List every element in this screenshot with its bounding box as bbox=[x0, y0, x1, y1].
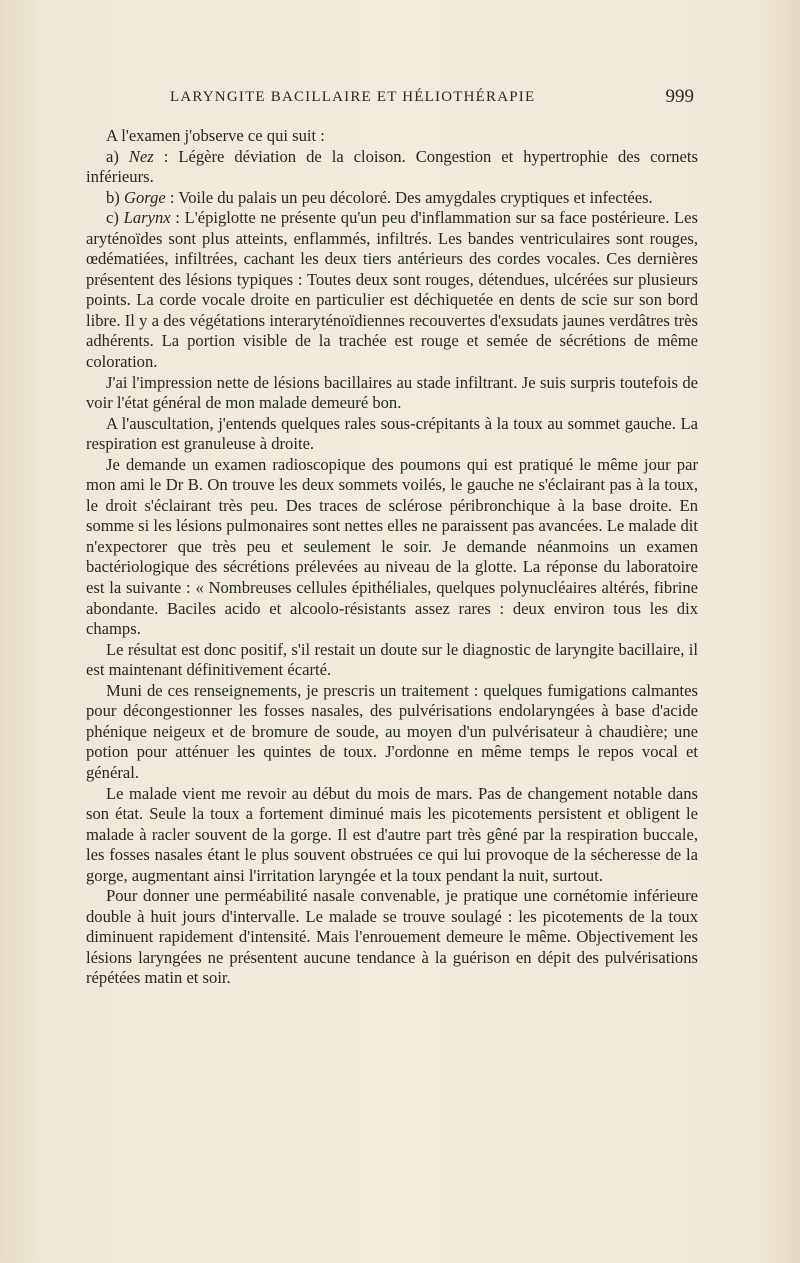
paragraph: a) Nez : Légère déviation de la cloison. Congestion et hypertrophie des cornets inférieurs. bbox=[86, 146, 698, 187]
paragraph: J'ai l'impression nette de lésions bacillaires au stade infiltrant. Je suis surpris toutefois de voir l'état général de mon malade demeuré bon. bbox=[86, 372, 698, 413]
paragraph: A l'examen j'observe ce qui suit : bbox=[106, 126, 325, 145]
paragraph: b) Gorge : Voile du palais un peu décoloré. Des amygdales cryptiques et infectées. bbox=[106, 187, 653, 207]
page-number: 999 bbox=[665, 86, 694, 107]
page-header bbox=[88, 86, 694, 108]
paragraph: Je demande un examen radioscopique des poumons qui est pratiqué le même jour par mon ami le Dr B. On trouve les deux sommets voilés, le gauche ne s'éclairant pas à la toux, le droit s'éclairant très peu. Des traces de sclérose péribronchique à la base droite. En somme si les lésions pulmonaires sont nettes elles ne paraissent pas avancées. Le malade dit n'expectorer que très peu et seulement le soir. Je demande néanmoins un examen bactériologique des sécrétions prélevées au niveau de la glotte. La réponse du laboratoire est la suivante : « Nombreuses cellules épithéliales, quelques polynucléaires altérés, fibrine abondante. Baciles acido et alcoolo-résistants assez rares : deux environ tous les dix champs. bbox=[86, 454, 698, 639]
running-title: LARYNGITE BACILLAIRE ET HÉLIOTHÉRAPIE bbox=[170, 89, 536, 105]
body-text bbox=[86, 126, 698, 989]
paragraph: A l'auscultation, j'entends quelques rales sous-crépitants à la toux au sommet gauche. La respiration est granuleuse à droite. bbox=[86, 413, 698, 454]
paragraph: Pour donner une perméabilité nasale convenable, je pratique une cornétomie inférieure double à huit jours d'intervalle. Le malade se trouve soulagé : les picotements de la toux diminuent rapidement d'intensité. Mais l'enrouement demeure le même. Objectivement les lésions laryngées ne présentent aucune tendance à la guérison en dépit des pulvérisations répétées matin et soir. bbox=[86, 886, 698, 988]
paragraph: Muni de ces renseignements, je prescris un traitement : quelques fumigations calmantes pour décongestionner les fosses nasales, des pulvérisations endolaryngées à base d'acide phénique neigeux et de bromure de soude, au moyen d'un pulvérisateur à chaudière; une potion pour atténuer les quintes de toux. J'ordonne en même temps le repos vocal et général. bbox=[86, 680, 698, 782]
paragraph: Le malade vient me revoir au début du mois de mars. Pas de changement notable dans son état. Seule la toux a fortement diminué mais les picotements persistent et obligent le malade à racler souvent de la gorge. Il est d'autre part très gêné par la respiration buccale, les fosses nasales étant le plus souvent obstruées ce qui lui provoque de la sécheresse de la gorge, augmentant ainsi l'irritation laryngée et la toux pendant la nuit, surtout. bbox=[86, 783, 698, 885]
paragraph: c) Larynx : L'épiglotte ne présente qu'un peu d'inflammation sur sa face postérieure. Les aryténoïdes sont plus atteints, enflammés, infiltrés. Les bandes ventriculaires sont rouges, œdématiées, infiltrées, cachant les deux tiers antérieurs des cordes vocales. Ces dernières présentent des lésions typiques : Toutes deux sont rouges, détendues, ulcérées sur plusieurs points. La corde vocale droite en particulier est déchiquetée en dents de scie sur son bord libre. Il y a des végétations interaryténoïdiennes recouvertes d'exsudats jaunes verdâtres très adhérents. La portion visible de la trachée est rouge et semée de sécrétions de même coloration. bbox=[86, 208, 698, 372]
paragraph: Le résultat est donc positif, s'il restait un doute sur le diagnostic de laryngite bacillaire, il est maintenant définitivement écarté. bbox=[86, 639, 698, 680]
